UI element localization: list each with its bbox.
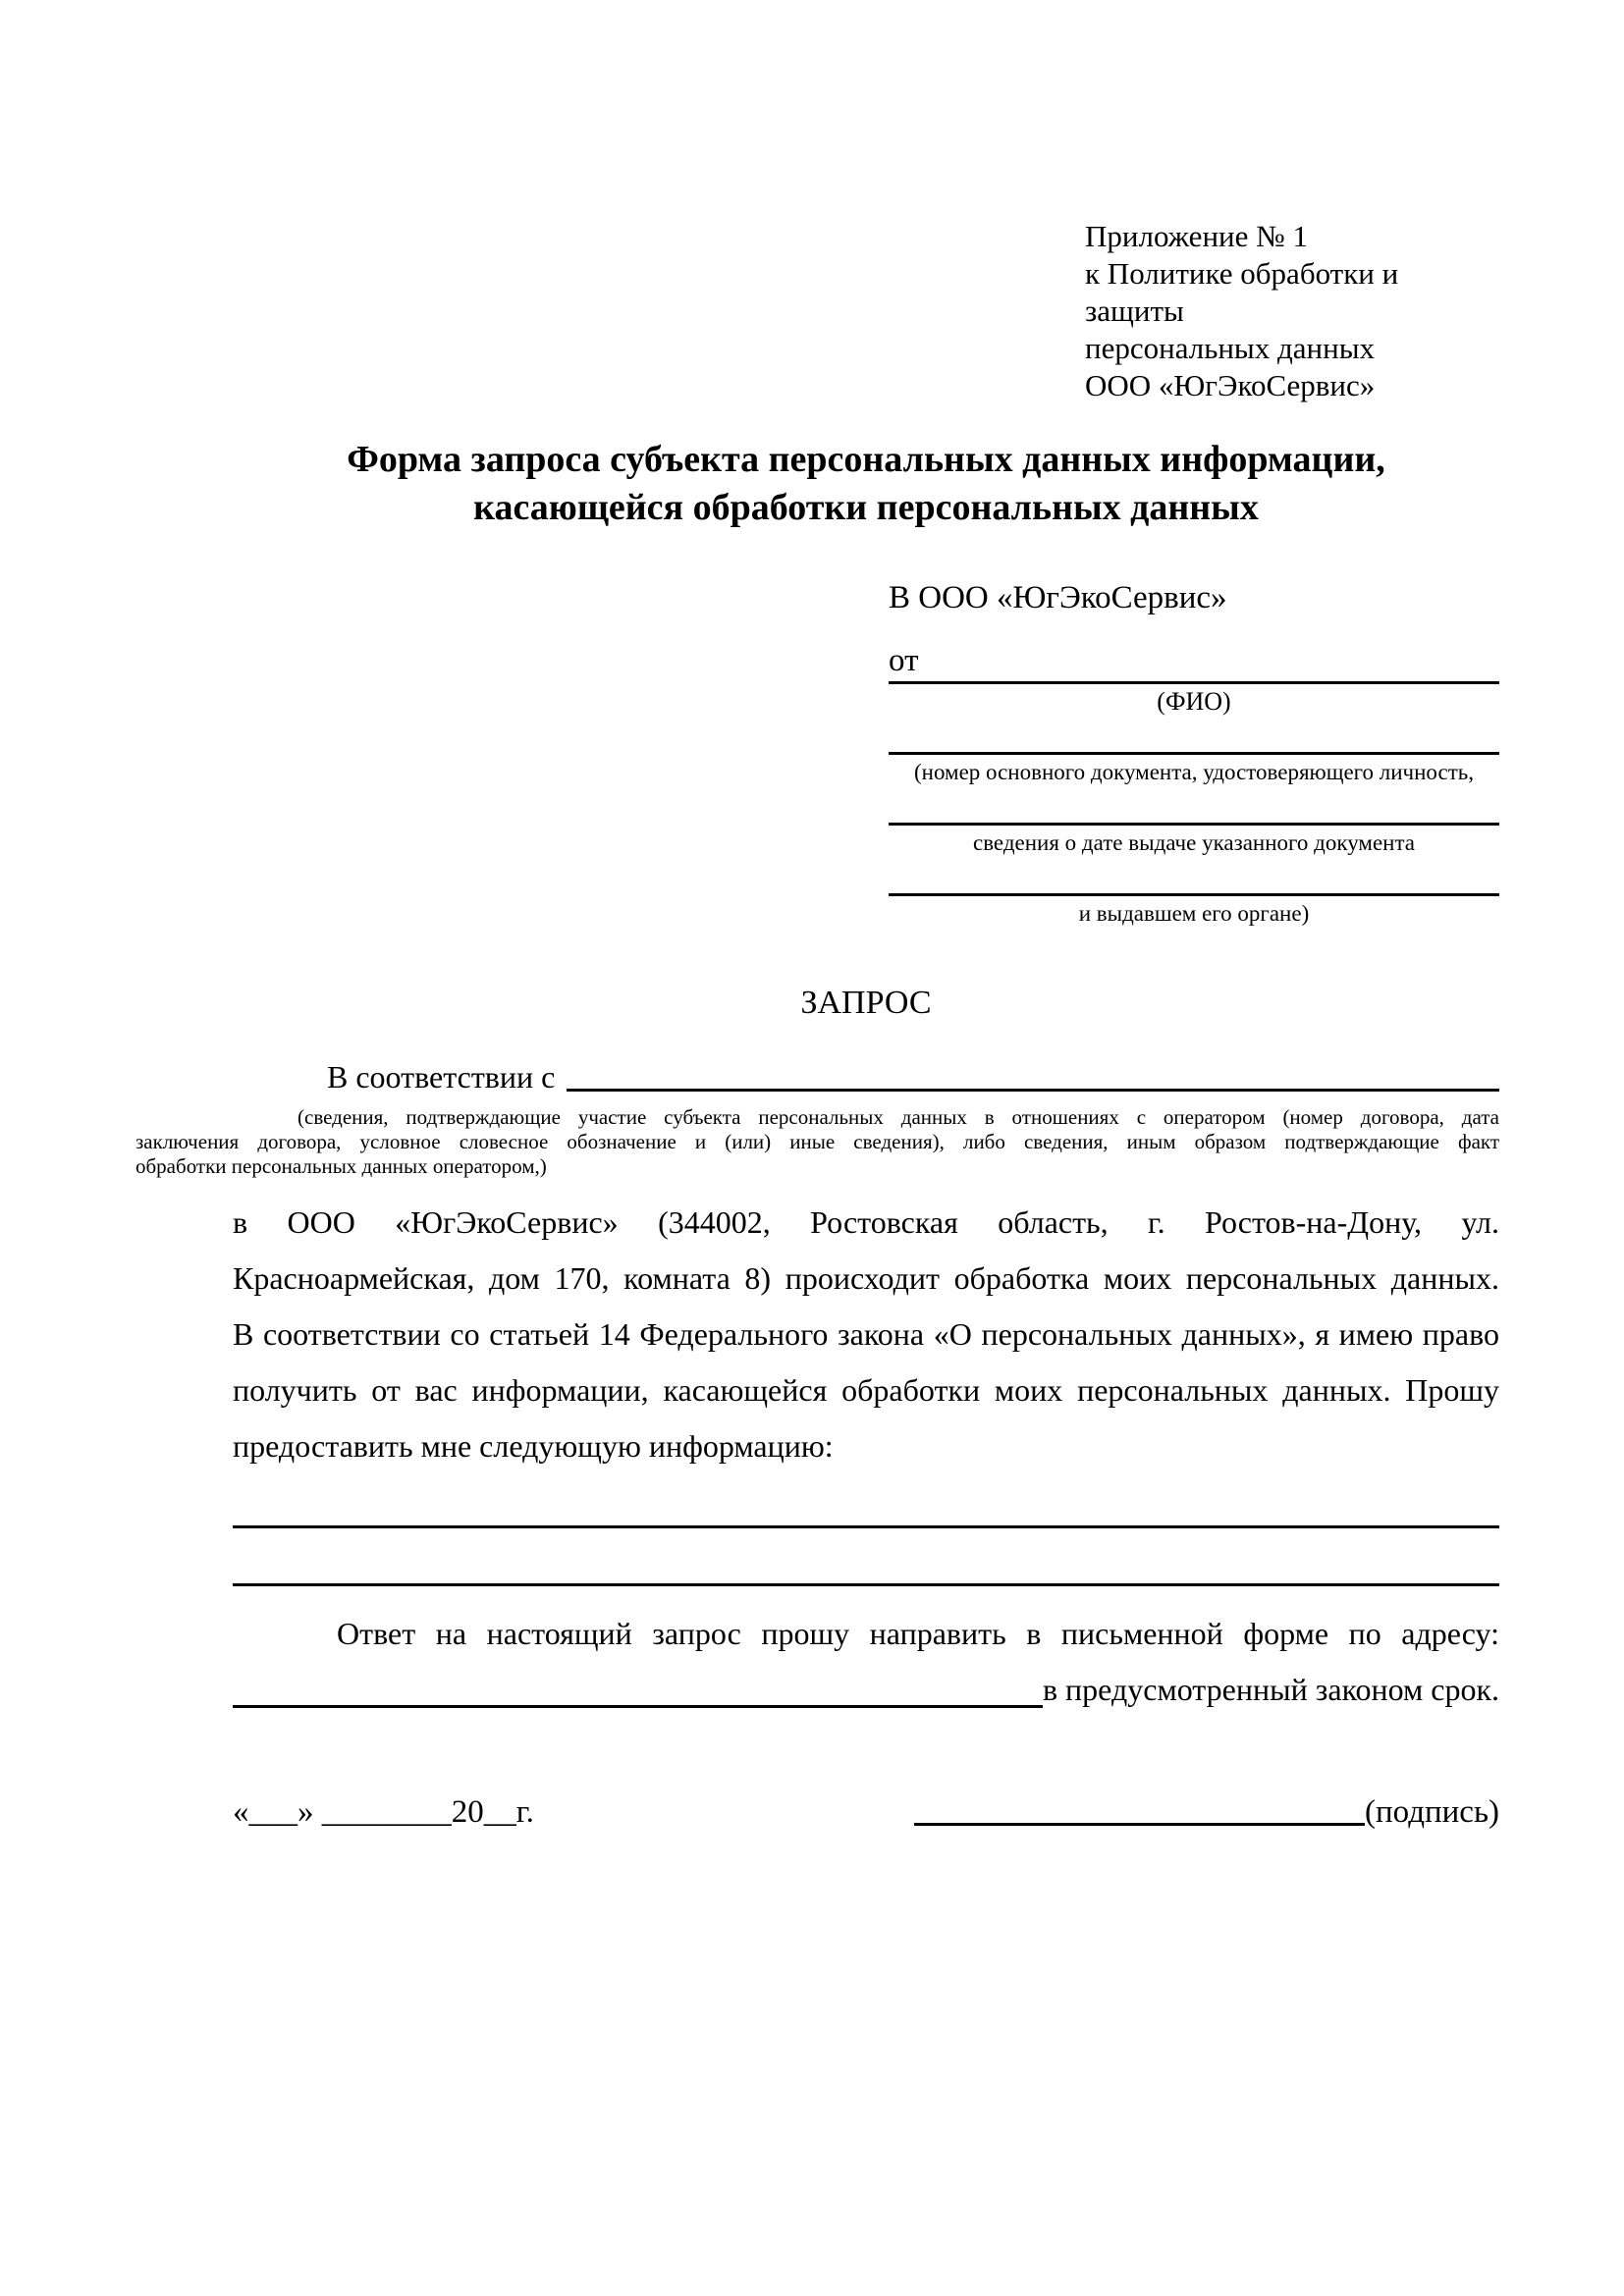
body-line: предоставить мне следующую информацию:	[233, 1428, 834, 1464]
document-title-line: Форма запроса субъекта персональных данных информации,	[347, 439, 1385, 480]
body-line: В соответствии со статьей 14 Федерального закона «О персональных данных», я имею право	[233, 1316, 1499, 1352]
document-title	[233, 436, 1499, 532]
lead-line	[233, 1054, 1499, 1099]
basis-fill-line	[567, 1089, 1499, 1092]
signature-caption: (подпись)	[1365, 1794, 1499, 1830]
header-note-line: к Политике обработки и защиты	[1085, 256, 1399, 328]
doc-number-field-caption: (номер основного документа, удостоверяющего личность,	[913, 760, 1474, 784]
reply-paragraph: Ответ на настоящий запрос прошу направить в письменной форме по адресу:	[337, 1616, 1499, 1651]
header-note	[1085, 218, 1499, 404]
body-line: получить от вас информации, касающейся обработки моих персональных данных. Прошу	[233, 1372, 1499, 1408]
small-print-line: заключения договора, условное словесное обозначение и (или) иные сведения), либо сведения, иным образом подтверждающие факт	[135, 1130, 1499, 1153]
footer-row	[233, 1790, 1499, 1834]
address-fill-line	[233, 1705, 1043, 1708]
doc-number-field	[889, 752, 1499, 787]
reply-suffix-text: в предусмотренный законом срок.	[1042, 1672, 1499, 1707]
date-field: «___» ________20__г.	[233, 1794, 534, 1830]
small-print-line: обработки персональных данных оператором,)	[135, 1154, 547, 1178]
header-note-line: персональных данных	[1085, 331, 1376, 365]
body-line: Красноармейская, дом 170, комната 8) происходит обработка моих персональных данных.	[233, 1260, 1499, 1296]
small-print-line: (сведения, подтверждающие участие субъекта персональных данных в отношениях с оператором (номер договора, дата	[298, 1105, 1499, 1129]
signature-fill-line	[914, 1823, 1365, 1826]
doc-issuer-field	[889, 893, 1499, 929]
request-heading: ЗАПРОС	[800, 985, 932, 1021]
info-fill-line	[233, 1525, 1499, 1528]
body-paragraph	[233, 1195, 1499, 1474]
signature-group	[914, 1790, 1499, 1834]
fio-field	[889, 681, 1499, 717]
doc-issuer-caption: и выдавшем его органе)	[1078, 901, 1310, 926]
body-line: в ООО «ЮгЭкоСервис» (344002, Ростовская область, г. Ростов-на-Дону, ул.	[233, 1204, 1499, 1240]
fio-field-caption: (ФИО)	[1157, 687, 1231, 716]
header-note-line: ООО «ЮгЭкоСервис»	[1085, 368, 1376, 402]
addressee-to: В ООО «ЮгЭкоСервис»	[889, 580, 1227, 615]
info-fill-line	[233, 1583, 1499, 1586]
addressee-block	[889, 577, 1499, 929]
reply-address-line	[233, 1662, 1499, 1718]
doc-issue-date-field	[889, 823, 1499, 858]
header-note-line: Приложение № 1	[1085, 219, 1308, 253]
document-title-line: касающейся обработки персональных данных	[473, 487, 1259, 528]
small-print-note	[135, 1105, 1499, 1179]
lead-text: В соответствии с	[327, 1059, 556, 1095]
doc-issue-date-caption: сведения о дате выдаче указанного документа	[972, 830, 1416, 855]
addressee-from-label: от	[889, 643, 919, 678]
